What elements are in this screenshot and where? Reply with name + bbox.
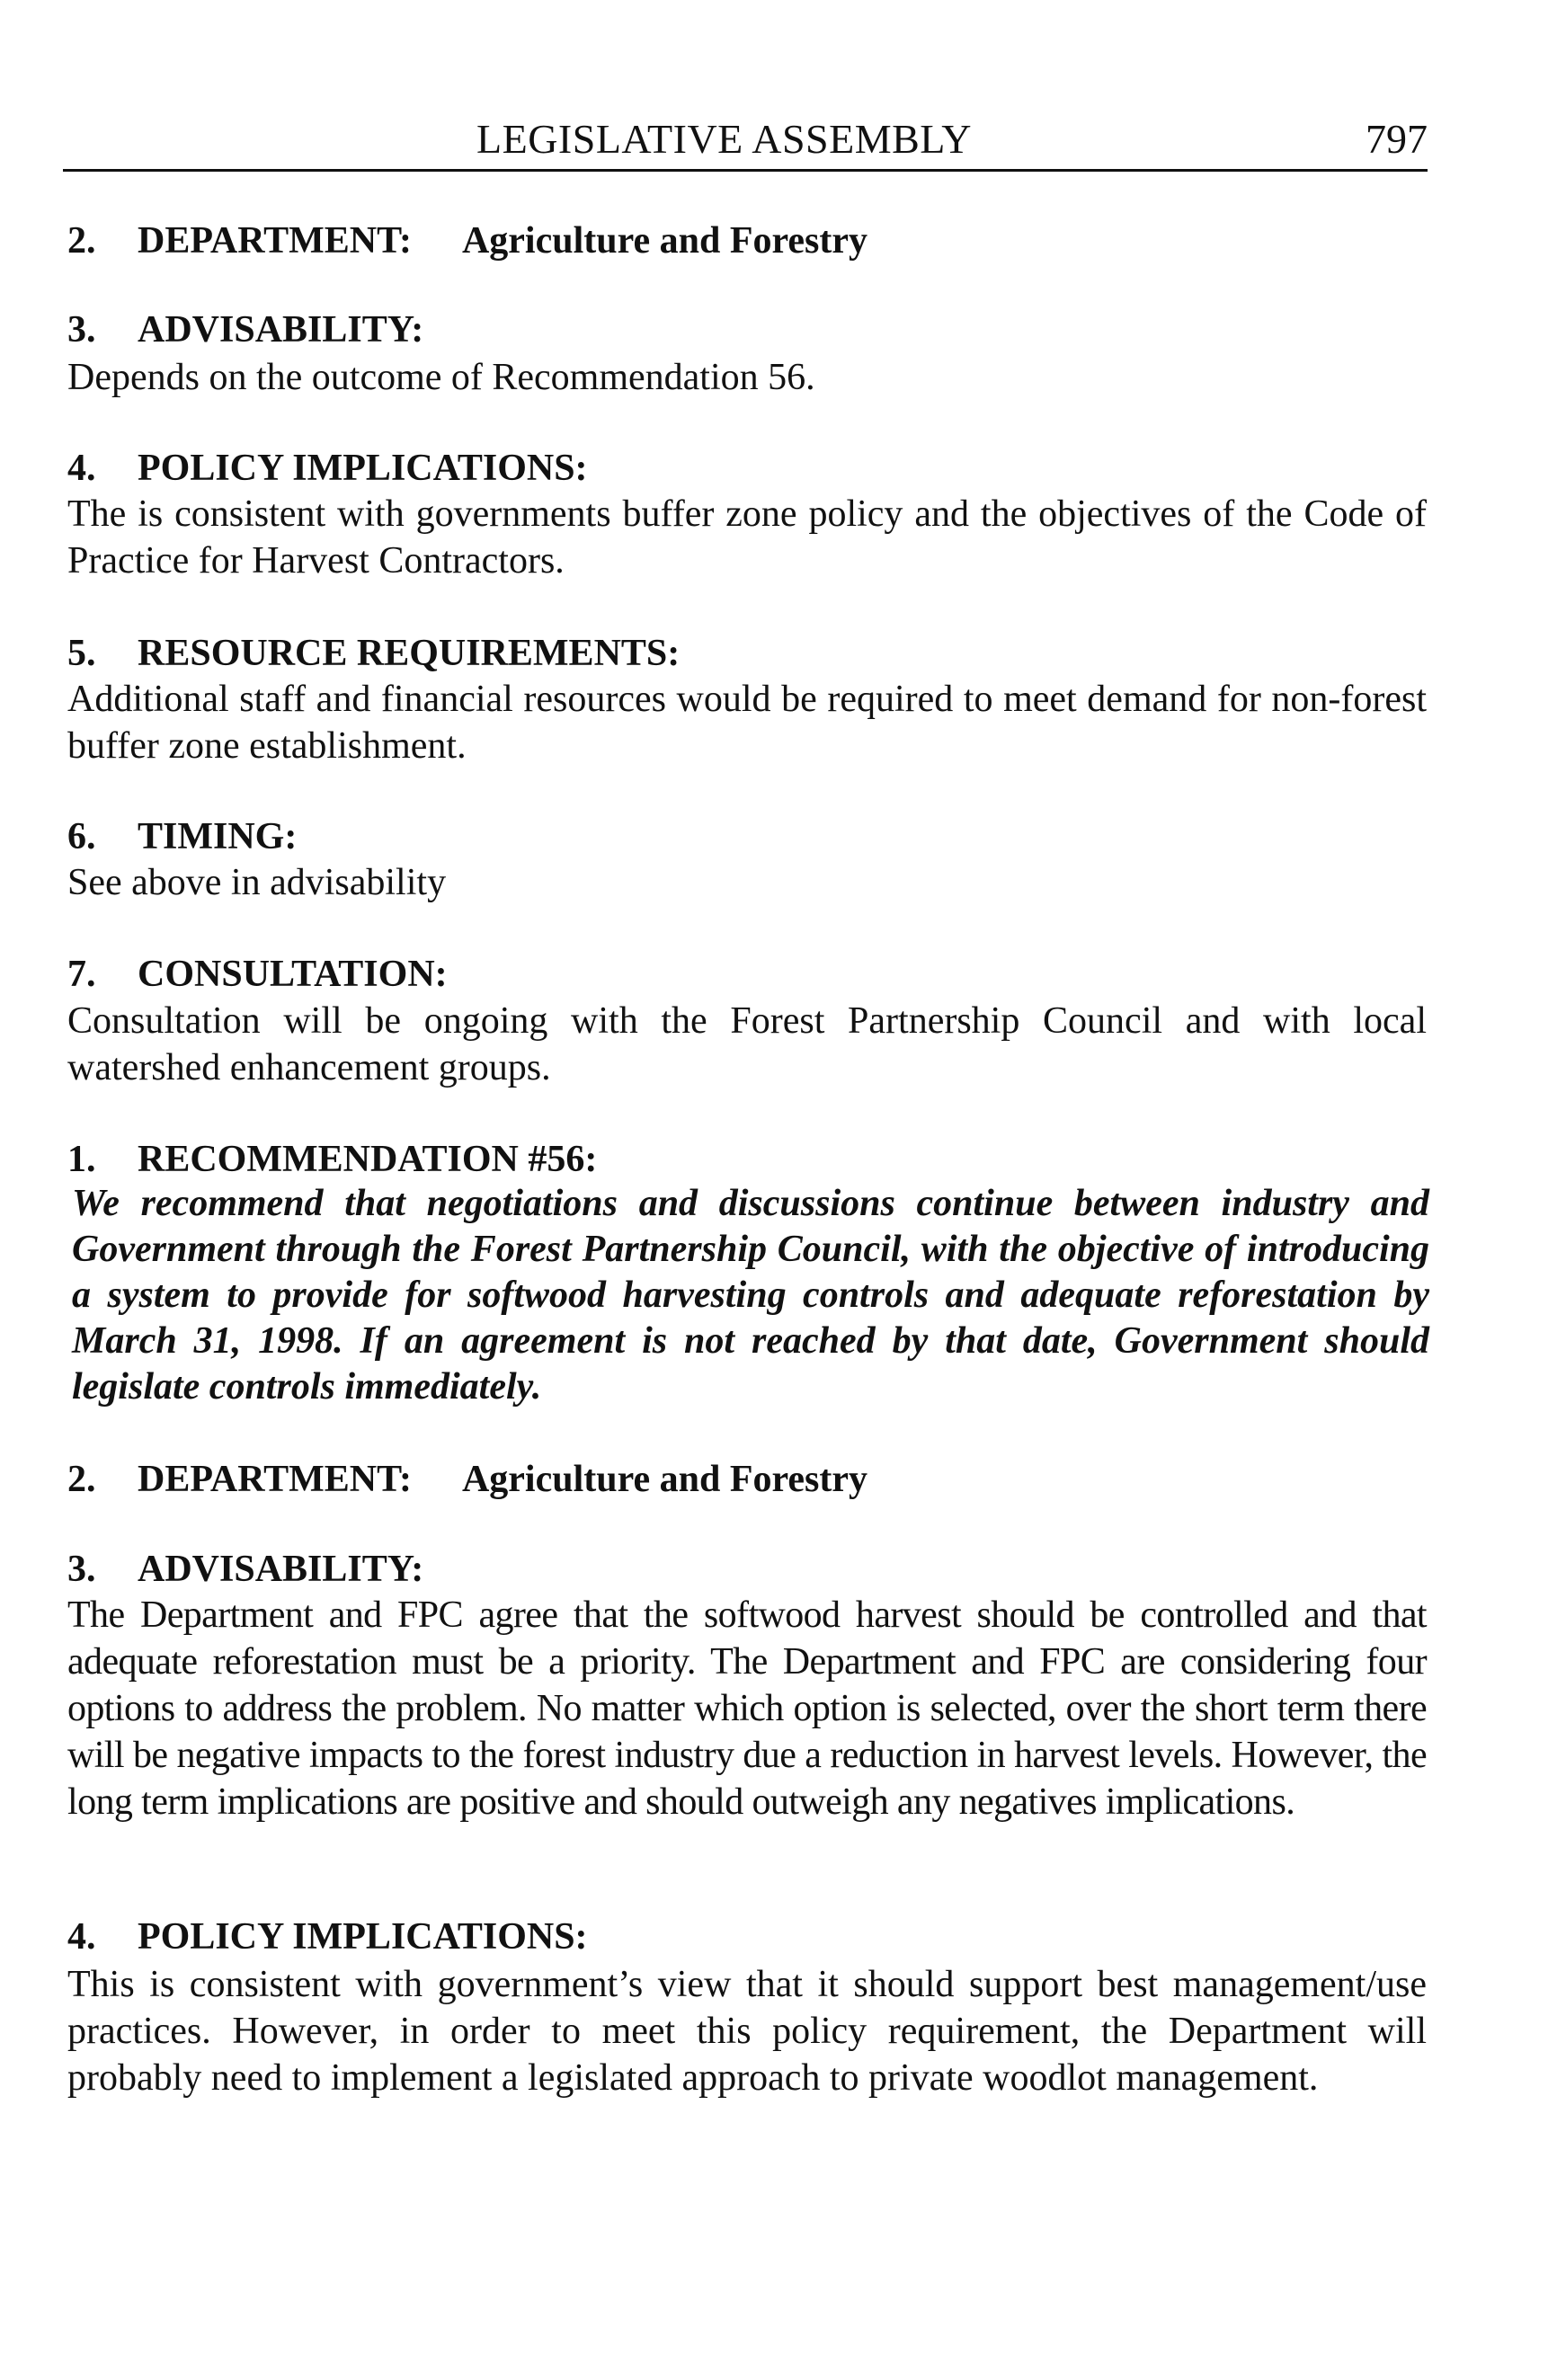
section-resources-heading xyxy=(67,632,680,675)
section-title: ADVISABILITY: xyxy=(138,1549,424,1590)
section-title: CONSULTATION: xyxy=(138,954,448,995)
section-number: 3. xyxy=(67,309,96,351)
running-header xyxy=(63,110,1428,172)
header-title: LEGISLATIVE ASSEMBLY xyxy=(476,116,973,162)
policy-text: The is consistent with governments buffer zone policy and the objectives of the Code of Practice for Harvest Contractors. xyxy=(67,493,1427,582)
page-number: 797 xyxy=(1366,116,1428,162)
section-title: RESOURCE REQUIREMENTS: xyxy=(138,633,681,674)
response-advisability-heading xyxy=(67,1548,423,1591)
section-number: 3. xyxy=(67,1549,96,1590)
department-value: Agriculture and Forestry xyxy=(461,220,868,262)
recommendation-heading xyxy=(67,1138,597,1181)
section-number: 2. xyxy=(67,220,96,262)
section-number: 1. xyxy=(67,1139,96,1180)
timing-text: See above in advisability xyxy=(67,862,447,903)
advisability-text: Depends on the outcome of Recommendation 56. xyxy=(67,357,815,398)
section-title: DEPARTMENT: xyxy=(138,220,412,262)
resources-text: Additional staff and financial resources would be required to meet demand for non-forest buffer zone establishment. xyxy=(67,679,1427,767)
response-policy-text: This is consistent with government’s view that it should support best management/use practices. However, in order to meet this policy requirement, the Department will probably need to implement a legislated approach to private woodlot management. xyxy=(67,1964,1427,2099)
section-title: ADVISABILITY: xyxy=(138,309,424,351)
section-title: RECOMMENDATION #56: xyxy=(138,1139,598,1180)
section-title: POLICY IMPLICATIONS: xyxy=(138,1916,588,1958)
section-title: TIMING: xyxy=(138,816,298,857)
section-number: 4. xyxy=(67,448,96,489)
section-number: 2. xyxy=(67,1459,96,1500)
section-timing-heading xyxy=(67,815,297,858)
department-value: Agriculture and Forestry xyxy=(461,1459,868,1500)
section-consultation-heading xyxy=(67,953,448,996)
recommendation-text: We recommend that negotiations and discussions continue between industry and Government through the Forest Partnership Council, with the objective of introducing a system to provide for softwood harvesting controls and adequate reforestation by March 31, 1998. If an agreement is not reached by that date, Government should legislate controls immediately. xyxy=(72,1183,1429,1408)
consultation-text: Consultation will be ongoing with the Forest Partnership Council and with local watershed enhancement groups. xyxy=(67,1000,1427,1088)
section-title: POLICY IMPLICATIONS: xyxy=(138,448,588,489)
section-policy-heading xyxy=(67,447,588,490)
section-number: 4. xyxy=(67,1916,96,1958)
response-department-heading xyxy=(67,1458,867,1501)
section-department-heading xyxy=(67,219,867,262)
section-title: DEPARTMENT: xyxy=(138,1459,412,1500)
section-number: 6. xyxy=(67,816,96,857)
section-number: 7. xyxy=(67,954,96,995)
section-number: 5. xyxy=(67,633,96,674)
section-advisability-heading xyxy=(67,308,423,351)
response-policy-heading xyxy=(67,1915,588,1958)
response-advisability-text: The Department and FPC agree that the softwood harvest should be controlled and that adequate reforestation must be a priority. The Department and FPC are considering four options to address the problem. No matter which option is selected, over the short term there will be negative impacts to the forest industry due a reduction in harvest levels. However, the long term implications are positive and should outweigh any negatives implications. xyxy=(67,1594,1427,1823)
